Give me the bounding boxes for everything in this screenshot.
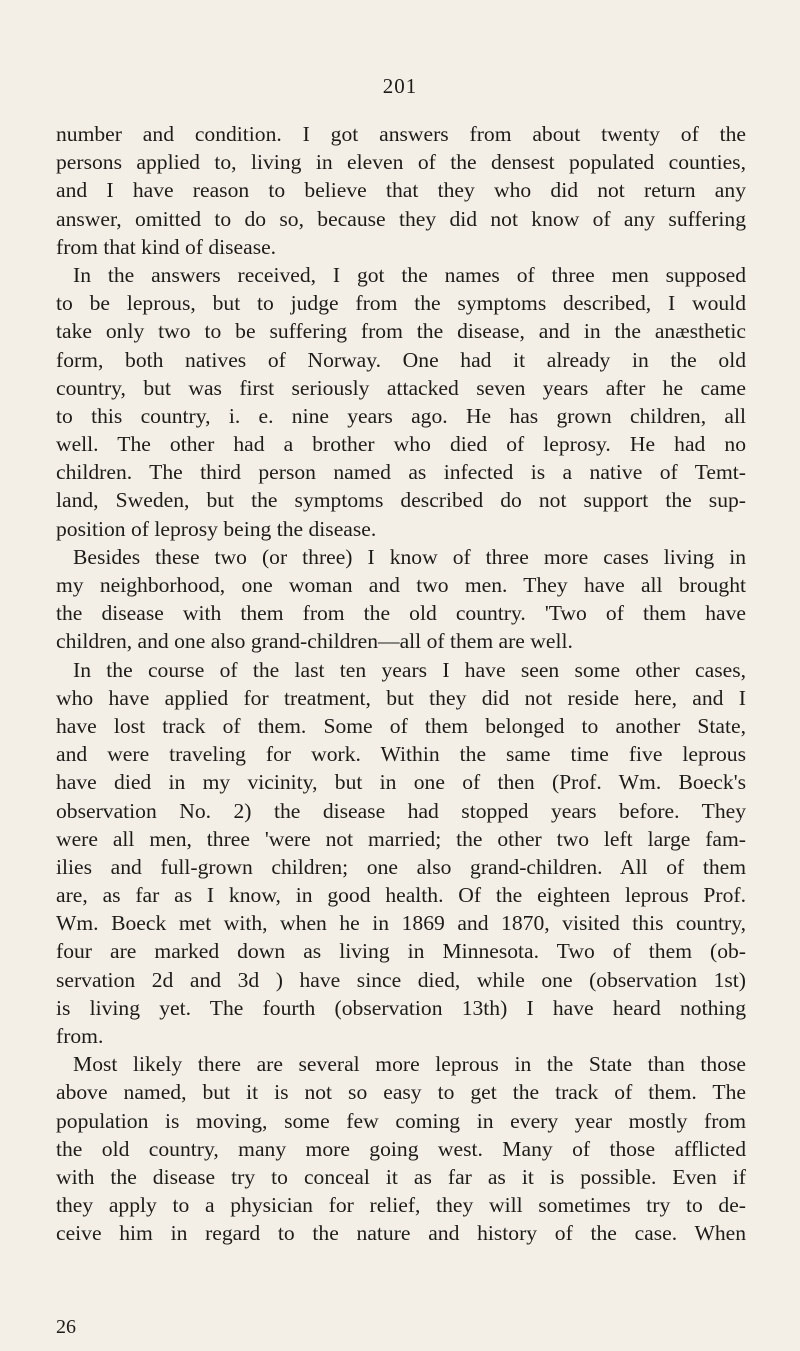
text-line: my neighborhood, one woman and two men. They have all brought [56,573,746,597]
text-line: ceive him in regard to the nature and history of the case. When [56,1221,746,1246]
page-number: 201 [382,74,418,98]
text-line: position of leprosy being the disease. [56,516,377,541]
text-line: have lost track of them. Some of them belonged to another State, [56,713,746,738]
text-line: who have applied for treatment, but they did not reside here, and I [56,685,746,710]
text-line: number and condition. I got answers from about twenty of the [56,122,746,146]
text-line: they apply to a physician for relief, they will sometimes try to de- [56,1193,746,1218]
text-line: the disease with them from the old country. 'Two of them have [56,601,746,626]
text-line: were all men, three 'were not married; the other two left large fam- [56,826,746,851]
text-line: is living yet. The fourth (observation 13th) I have heard nothing [56,995,746,1020]
text-line: four are marked down as living in Minnesota. Two of them (ob- [56,939,746,964]
paragraph-start-line: In the answers received, I got the names of three men supposed [73,262,746,287]
text-line: population is moving, some few coming in every year mostly from [56,1108,746,1133]
text-line: have died in my vicinity, but in one of then (Prof. Wm. Boeck's [56,770,746,795]
text-line: and I have reason to believe that they who did not return any [56,178,746,203]
signature-mark: 26 [56,1316,76,1338]
text-line: are, as far as I know, in good health. Of the eighteen leprous Prof. [56,883,746,908]
text-line: children, and one also grand-children—all of them are well. [56,629,573,654]
text-line: form, both natives of Norway. One had it already in the old [56,347,746,372]
text-line: observation No. 2) the disease had stopped years before. They [56,798,746,823]
text-line: above named, but it is not so easy to get the track of them. The [56,1080,746,1105]
text-line: country, but was first seriously attacked seven years after he came [56,375,746,400]
text-line: ilies and full-grown children; one also grand-children. All of them [56,854,746,879]
text-line: children. The third person named as infected is a native of Temt- [56,460,746,485]
paragraph-start-line: In the course of the last ten years I have seen some other cases, [73,657,746,682]
text-line: to be leprous, but to judge from the symptoms described, I would [56,291,746,316]
paragraph-start-line: Besides these two (or three) I know of three more cases living in [73,544,746,569]
text-line: the old country, many more going west. Many of those afflicted [56,1136,746,1161]
text-line: servation 2d and 3d ) have since died, while one (observation 1st) [56,967,746,992]
text-line: land, Sweden, but the symptoms described do not support the sup- [56,488,746,513]
text-line: from that kind of disease. [56,234,277,259]
text-line: Wm. Boeck met with, when he in 1869 and 1870, visited this country, [56,911,746,936]
paragraph-start-line: Most likely there are several more leprous in the State than those [73,1052,746,1077]
text-line: with the disease try to conceal it as far as it is possible. Even if [56,1164,746,1189]
text-line: to this country, i. e. nine years ago. He has grown children, all [56,403,746,428]
text-line: answer, omitted to do so, because they did not know of any suffering [56,206,746,231]
text-line: and were traveling for work. Within the same time five leprous [56,742,746,767]
text-line: take only two to be suffering from the disease, and in the anæsthetic [56,319,746,344]
text-line: well. The other had a brother who died of leprosy. He had no [56,432,746,457]
body-text [56,120,746,1248]
text-line: from. [56,1024,104,1048]
text-line: persons applied to, living in eleven of the densest populated counties, [56,150,746,175]
